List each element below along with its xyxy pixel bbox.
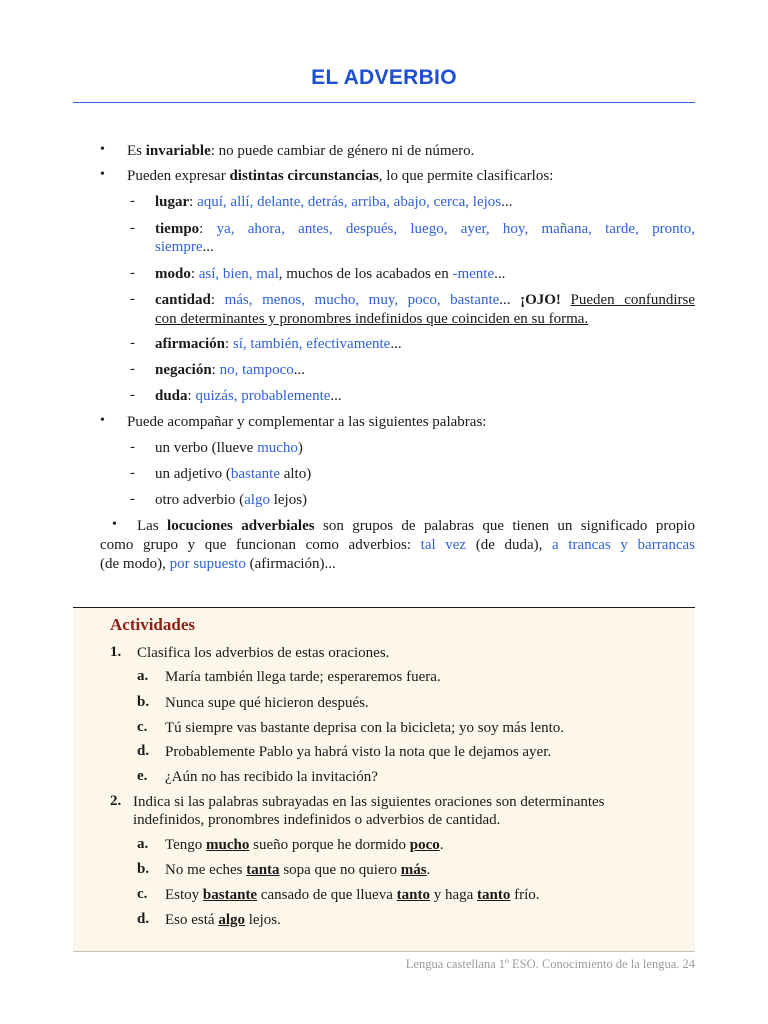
item-letter: d. [137,911,150,927]
class-modo: modo: así, bien, mal, muchos de los acabados en -mente... [155,266,506,282]
item-letter: b. [137,861,150,877]
class-lugar: lugar: aquí, allí, delante, detrás, arriba, abajo, cerca, lejos... [155,194,513,210]
question-1: Clasifica los adverbios de estas oraciones. [137,645,390,661]
point-locuciones: Las locuciones adverbiales son grupos de palabras que tienen un significado propio [137,518,695,534]
accompany-adjective: un adjetivo (bastante alto) [155,466,312,482]
point-locuciones-line3: (de modo), por supuesto (afirmación)... [100,556,336,572]
dash-icon: - [130,465,135,481]
dash-icon: - [130,220,135,236]
dash-icon: - [130,193,135,209]
question-2: Indica si las palabras subrayadas en las siguientes oraciones son determinantes [133,794,605,810]
point-invariable: Es invariable: no puede cambiar de género ni de número. [127,143,475,159]
accompany-adverb: otro adverbio (algo lejos) [155,492,308,508]
item-letter: a. [137,836,149,852]
q2-item-b: No me eches tanta sopa que no quiero más. [165,862,431,878]
q1-item-d: Probablemente Pablo ya habrá visto la nota que le dejamos ayer. [165,744,552,760]
question-number: 1. [110,644,122,660]
q1-item-a: María también llega tarde; esperaremos fuera. [165,669,441,685]
bullet-icon: • [100,413,105,428]
dash-icon: - [130,335,135,351]
question-number: 2. [110,793,122,809]
class-duda: duda: quizás, probablemente... [155,388,342,404]
class-cantidad: cantidad: más, menos, mucho, muy, poco, bastante... ¡OJO! Pueden confundirse [155,292,696,308]
title-divider [73,102,695,103]
dash-icon: - [130,387,135,403]
item-letter: d. [137,743,150,759]
q2-item-c: Estoy bastante cansado de que llueva tanto y haga tanto frío. [165,887,540,903]
dash-icon: - [130,265,135,281]
dash-icon: - [130,291,135,307]
point-circumstances: Pueden expresar distintas circunstancias, lo que permite clasificarlos: [127,168,554,184]
dash-icon: - [130,491,135,507]
q1-item-e: ¿Aún no has recibido la invitación? [165,769,378,785]
q1-item-b: Nunca supe qué hicieron después. [165,695,369,711]
dash-icon: - [130,439,135,455]
page-footer: Lengua castellana 1º ESO. Conocimiento de la lengua. 24 [405,957,695,971]
item-letter: a. [137,668,149,684]
item-letter: c. [137,886,148,902]
class-cantidad-note: con determinantes y pronombres indefinidos que coinciden en su forma. [155,311,589,327]
point-locuciones-line2: como grupo y que funcionan como adverbios: tal vez (de duda), a trancas y barrancas [100,537,695,553]
bullet-icon: • [100,142,105,157]
class-tiempo-cont: siempre... [155,239,214,255]
accompany-verb: un verbo (llueve mucho) [155,440,303,456]
class-negacion: negación: no, tampoco... [155,362,305,378]
class-tiempo: tiempo: ya, ahora, antes, después, luego, ayer, hoy, mañana, tarde, pronto, [155,221,695,237]
item-letter: b. [137,694,150,710]
class-afirmacion: afirmación: sí, también, efectivamente... [155,336,402,352]
q2-item-a: Tengo mucho sueño porque he dormido poco. [165,837,444,853]
dash-icon: - [130,361,135,377]
point-accompany: Puede acompañar y complementar a las siguientes palabras: [127,414,487,430]
item-letter: e. [137,768,148,784]
q1-item-c: Tú siempre vas bastante deprisa con la bicicleta; yo soy más lento. [165,720,565,736]
q2-item-d: Eso está algo lejos. [165,912,281,928]
item-letter: c. [137,719,148,735]
page-title: EL ADVERBIO [311,66,457,89]
bullet-icon: • [112,517,117,532]
question-2-cont: indefinidos, pronombres indefinidos o adverbios de cantidad. [133,812,501,828]
activities-title: Actividades [110,615,195,634]
bullet-icon: • [100,167,105,182]
